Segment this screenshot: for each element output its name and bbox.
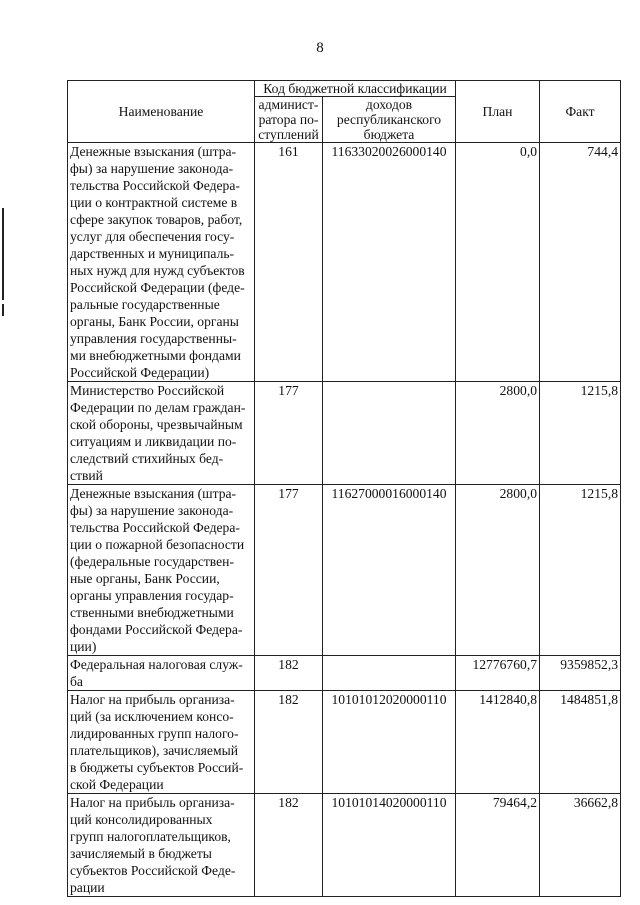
table-body	[68, 143, 621, 897]
row-name-cell: Денежные взыскания (штра- фы) за нарушение законода- тельства Российской Федера- ции о контрактной системе в сфере закупок товаров, работ, услуг для обеспечения госу- дарственных и муниципаль- ных нужд для нужд субъектов Российской Федерации (феде- ральные государственные органы, Банк России, органы управления государственны- ми внебюджетными фондами Российской Федерации)	[68, 143, 255, 382]
row-name-cell: Налог на прибыль организа- ций (за исключением консо- лидированных групп налого- плательщиков), зачисляемый в бюджеты субъектов Россий- ской Федерации	[68, 691, 255, 794]
table-row	[68, 143, 621, 382]
row-code-cell	[323, 656, 456, 691]
table-row	[68, 382, 621, 485]
row-code-cell: 11633020026000140	[323, 143, 456, 382]
row-fact-cell: 1484851,8	[540, 691, 621, 794]
row-administrator-cell: 182	[255, 794, 323, 897]
row-administrator-cell: 177	[255, 485, 323, 656]
row-name-cell: Министерство Российской Федерации по делам граждан- ской обороны, чрезвычайным ситуациям и ликвидации по- следствий стихийных бед- ствий	[68, 382, 255, 485]
row-name-cell: Федеральная налоговая служ- ба	[68, 656, 255, 691]
row-plan-cell: 1412840,8	[456, 691, 540, 794]
table-row	[68, 794, 621, 897]
row-code-cell	[323, 382, 456, 485]
budget-table	[67, 80, 621, 897]
row-fact-cell: 1215,8	[540, 485, 621, 656]
row-plan-cell: 2800,0	[456, 382, 540, 485]
page-number: 8	[316, 40, 324, 56]
header-plan: План	[456, 81, 540, 143]
row-code-cell: 10101014020000110	[323, 794, 456, 897]
row-fact-cell: 36662,8	[540, 794, 621, 897]
row-fact-cell: 1215,8	[540, 382, 621, 485]
table-row	[68, 656, 621, 691]
row-plan-cell: 0,0	[456, 143, 540, 382]
row-code-cell: 10101012020000110	[323, 691, 456, 794]
row-code-cell: 11627000016000140	[323, 485, 456, 656]
table-row	[68, 691, 621, 794]
row-name-cell: Денежные взыскания (штра- фы) за нарушение законода- тельства Российской Федера- ции о пожарной безопасности (федеральные государствен- ные органы, Банк России, органы управления государ- ственными внебюджетными фондами Российской Федера- ции)	[68, 485, 255, 656]
margin-mark	[2, 208, 4, 300]
row-administrator-cell: 177	[255, 382, 323, 485]
row-plan-cell: 12776760,7	[456, 656, 540, 691]
header-name: Наименование	[68, 81, 255, 143]
header-fact: Факт	[540, 81, 621, 143]
row-fact-cell: 744,4	[540, 143, 621, 382]
row-administrator-cell: 182	[255, 691, 323, 794]
table-row	[68, 485, 621, 656]
margin-mark	[2, 304, 4, 316]
row-plan-cell: 2800,0	[456, 485, 540, 656]
header-income: доходов республиканского бюджета	[323, 97, 456, 143]
row-administrator-cell: 161	[255, 143, 323, 382]
header-administrator: админист- ратора по- ступлений	[255, 97, 323, 143]
row-name-cell: Налог на прибыль организа- ций консолидированных групп налогоплательщиков, зачисляемый в бюджеты субъектов Российской Феде- рации	[68, 794, 255, 897]
header-code-group: Код бюджетной классификации	[255, 81, 456, 97]
row-fact-cell: 9359852,3	[540, 656, 621, 691]
row-administrator-cell: 182	[255, 656, 323, 691]
row-plan-cell: 79464,2	[456, 794, 540, 897]
